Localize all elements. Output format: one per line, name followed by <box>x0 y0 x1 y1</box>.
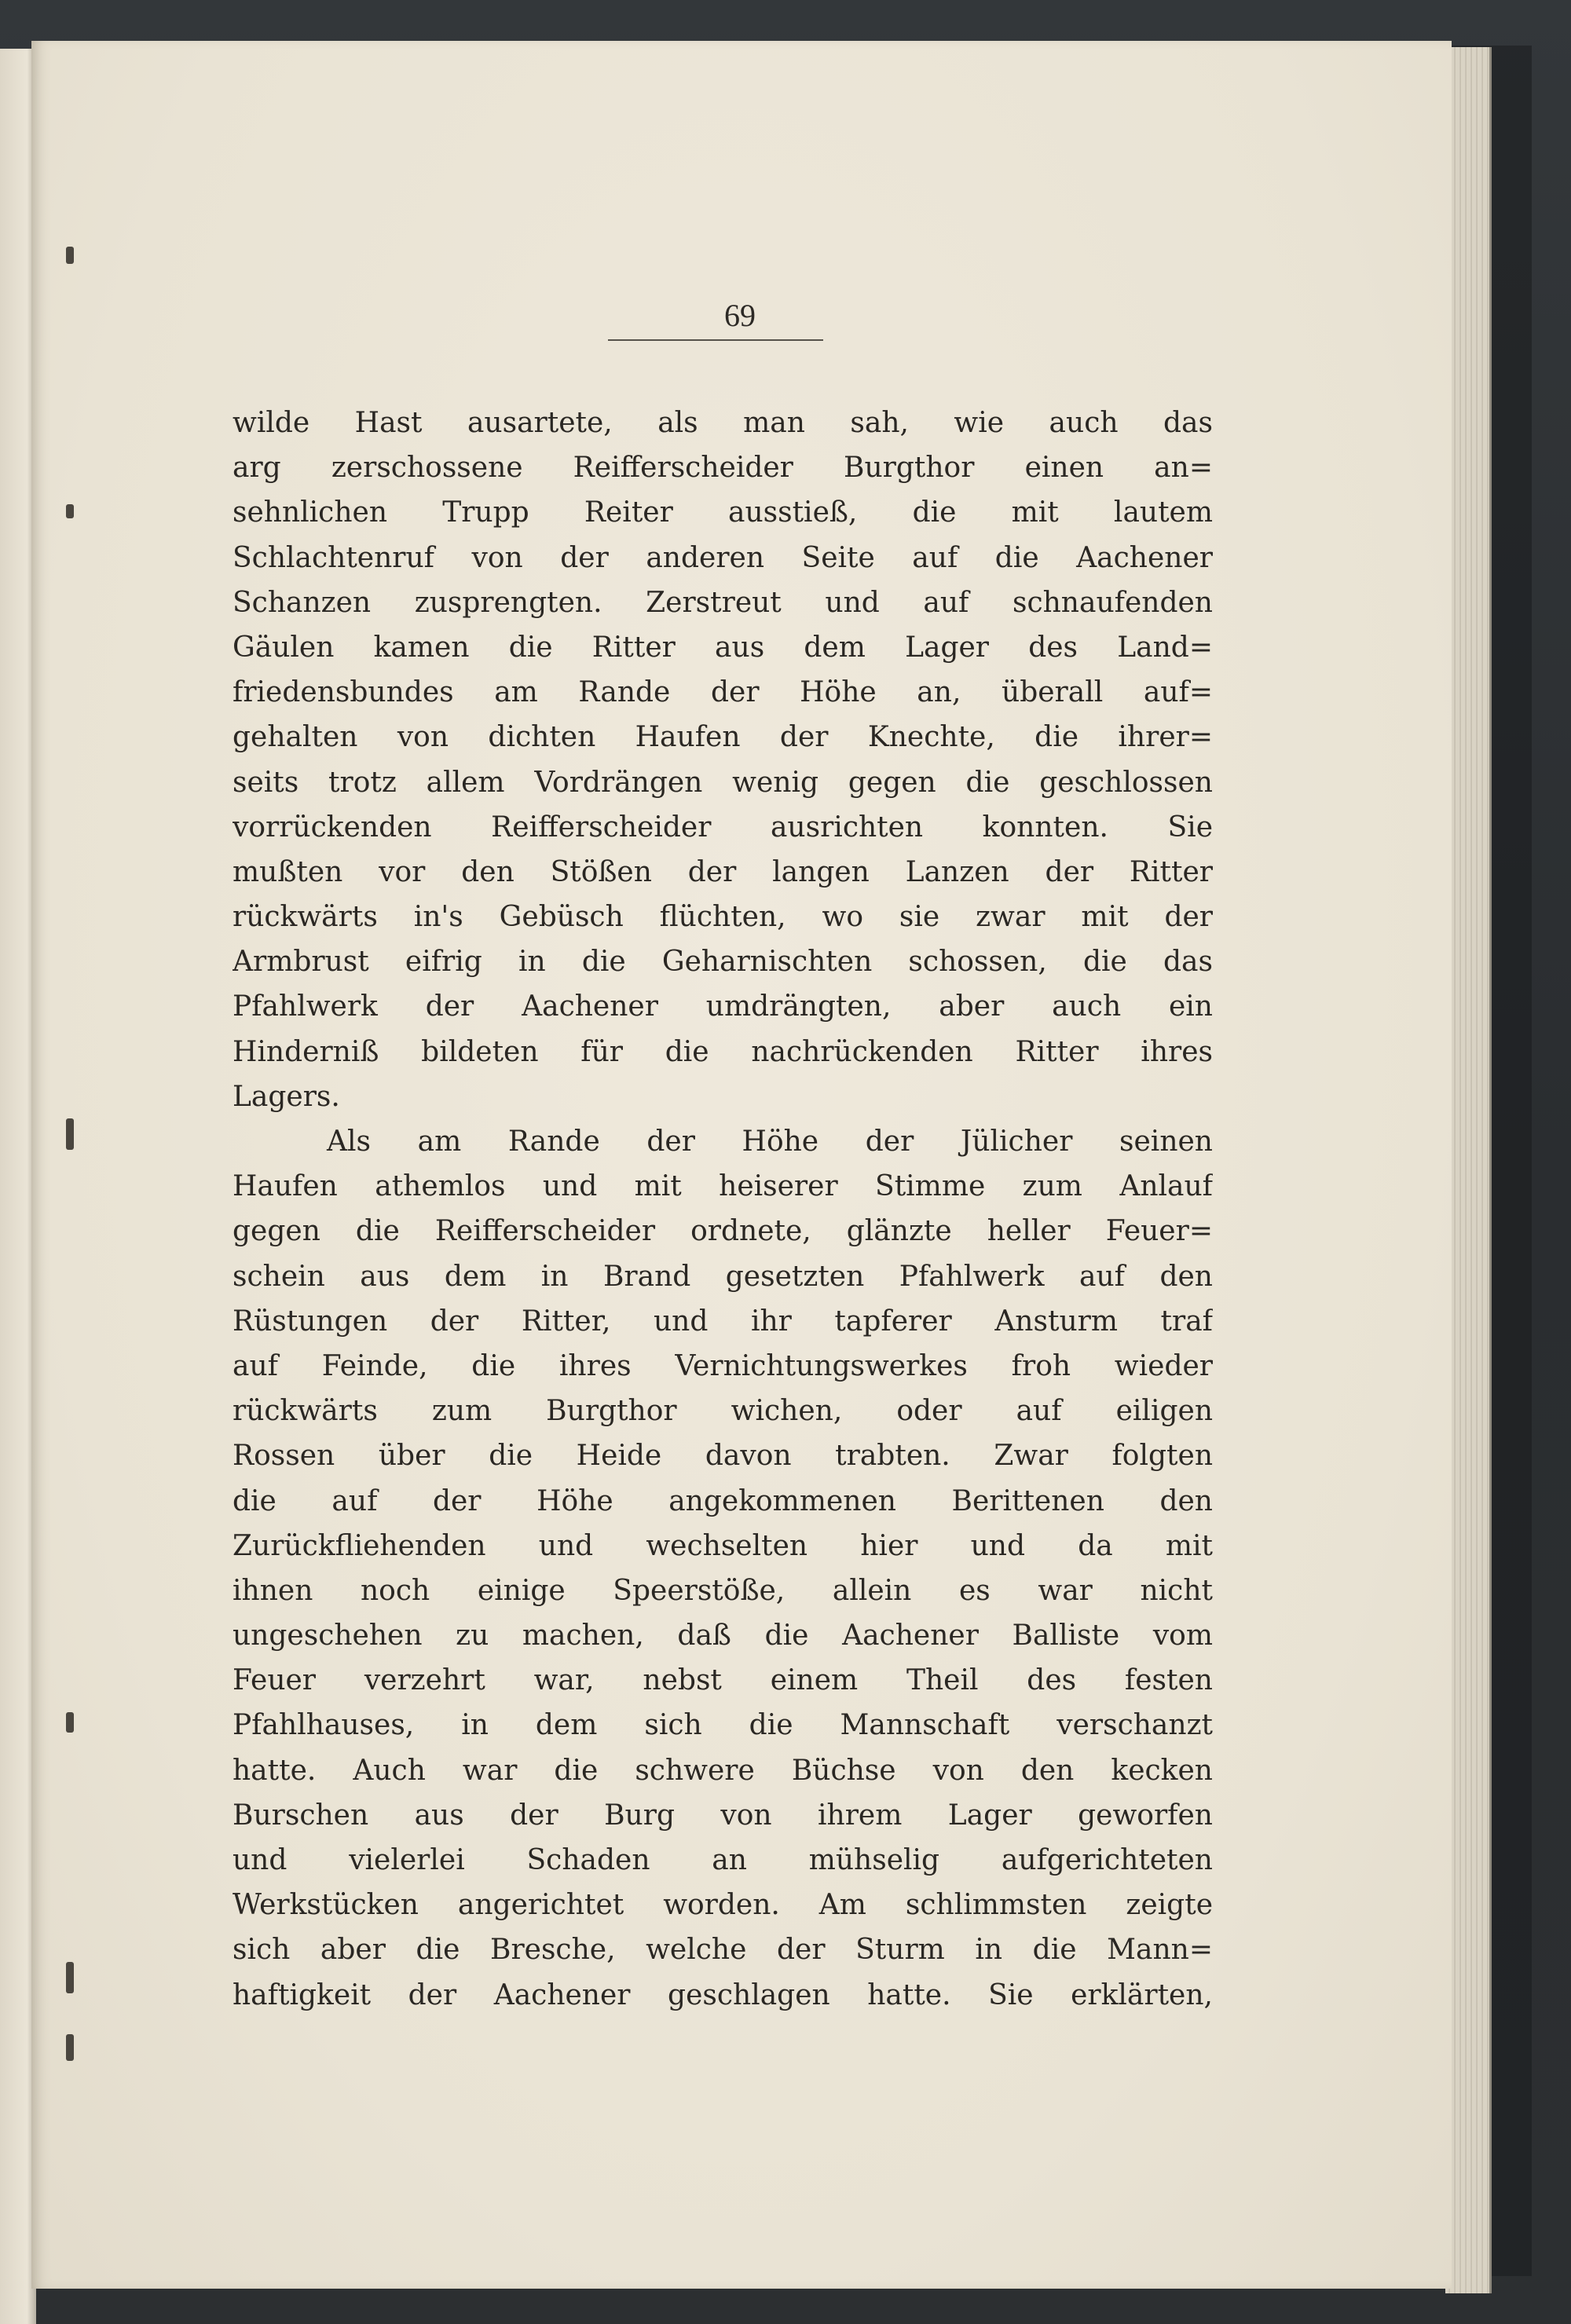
text-line: rückwärts zum Burgthor wichen, oder auf eiligen <box>233 1395 1213 1428</box>
page-number: 69 <box>724 298 756 333</box>
margin-mark <box>66 247 74 264</box>
text-line: wilde Hast ausartete, als man sah, wie auch das <box>233 407 1213 439</box>
text-line: Pfahlwerk der Aachener umdrängten, aber auch ein <box>233 990 1213 1023</box>
text-line: hatte. Auch war die schwere Büchse von den kecken <box>233 1754 1213 1787</box>
text-line: gehalten von dichten Haufen der Knechte, die ihrer= <box>233 721 1213 754</box>
text-line: friedensbundes am Rande der Höhe an, überall auf= <box>233 676 1213 709</box>
text-line: schein aus dem in Brand gesetzten Pfahlwerk auf den <box>233 1260 1213 1293</box>
body-text <box>233 401 1213 2018</box>
text-line: Gäulen kamen die Ritter aus dem Lager des Land= <box>233 631 1213 664</box>
text-line: auf Feinde, die ihres Vernichtungswerkes froh wieder <box>233 1349 1213 1382</box>
text-line: Rüstungen der Ritter, und ihr tapferer Ansturm traf <box>233 1305 1213 1338</box>
text-line: Schanzen zusprengten. Zerstreut und auf schnaufenden <box>233 586 1213 619</box>
text-line: Werkstücken angerichtet worden. Am schlimmsten zeigte <box>233 1889 1213 1922</box>
text-line: Armbrust eifrig in die Geharnischten schossen, die das <box>233 946 1213 979</box>
book-page <box>31 41 1452 2289</box>
text-line: Zurückfliehenden und wechselten hier und da mit <box>233 1529 1213 1562</box>
text-line: Pfahlhauses, in dem sich die Mannschaft verschanzt <box>233 1709 1213 1742</box>
text-line: sehnlichen Trupp Reiter ausstieß, die mit lautem <box>233 496 1213 529</box>
page-edges <box>1445 47 1492 2293</box>
margin-mark <box>66 504 74 518</box>
text-line: ungeschehen zu machen, daß die Aachener Balliste vom <box>233 1619 1213 1652</box>
text-line: Als am Rande der Höhe der Jülicher seinen <box>327 1125 1213 1158</box>
text-line: Haufen athemlos und mit heiserer Stimme zum Anlauf <box>233 1170 1213 1203</box>
text-line: arg zerschossene Reifferscheider Burgthor einen an= <box>233 452 1213 485</box>
margin-mark <box>66 1118 74 1150</box>
margin-mark <box>66 1962 74 1993</box>
text-line: die auf der Höhe angekommenen Berittenen den <box>233 1484 1213 1517</box>
margin-mark <box>66 2034 74 2061</box>
text-line: Hinderniß bildeten für die nachrückenden Ritter ihres <box>233 1035 1213 1068</box>
text-line: seits trotz allem Vordrängen wenig gegen die geschlossen <box>233 766 1213 799</box>
text-line: haftigkeit der Aachener geschlagen hatte. Sie erklärten, <box>233 1978 1213 2011</box>
text-line: und vielerlei Schaden an mühselig aufgerichteten <box>233 1844 1213 1876</box>
text-line: Rossen über die Heide davon trabten. Zwar folgten <box>233 1440 1213 1473</box>
text-line: rückwärts in's Gebüsch flüchten, wo sie zwar mit der <box>233 901 1213 934</box>
text-line: ihnen noch einige Speerstöße, allein es war nicht <box>233 1574 1213 1607</box>
text-line: mußten vor den Stößen der langen Lanzen der Ritter <box>233 855 1213 888</box>
text-line: gegen die Reifferscheider ordnete, glänzte heller Feuer= <box>233 1215 1213 1248</box>
text-line: Schlachtenruf von der anderen Seite auf die Aachener <box>233 541 1213 574</box>
text-line: vorrückenden Reifferscheider ausrichten konnten. Sie <box>233 811 1213 844</box>
text-line: sich aber die Bresche, welche der Sturm in die Mann= <box>233 1934 1213 1967</box>
text-line: Feuer verzehrt war, nebst einem Theil des festen <box>233 1664 1213 1697</box>
header-rule <box>608 339 823 341</box>
text-line: Burschen aus der Burg von ihrem Lager geworfen <box>233 1799 1213 1832</box>
text-line: Lagers. <box>233 1080 340 1113</box>
margin-mark <box>66 1712 74 1733</box>
